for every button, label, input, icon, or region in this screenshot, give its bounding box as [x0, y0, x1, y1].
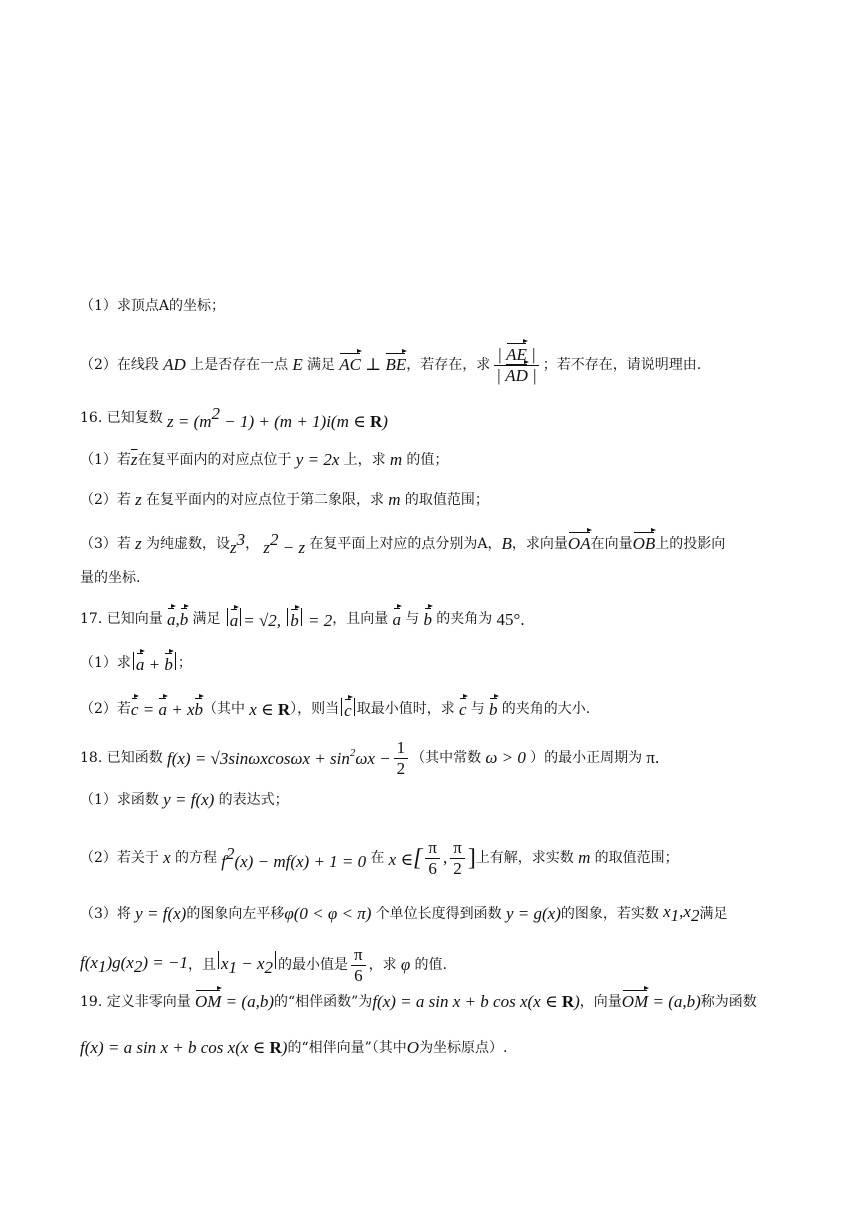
q17-part2: （2）若 c = a + xb （其中 x ∈ R ），则当 c 取最小值时，求 c 与 b 的夹角的大小.: [80, 699, 591, 720]
q16-part2: （2）若 z 在复平面内的对应点位于第二象限，求 m 的取值范围；: [80, 490, 489, 509]
q18-part3: （3）将 y = f(x) 的图象向左平移 φ(0 < φ < π) 个单位长度得到函数 y = g(x) 的图象，若实数 $x_1,x_2$ 满足: [80, 902, 728, 925]
q15-part2: （2）在线段 AD 上是否存在一点 E 满足 AC ⊥ BE ，若存在，求 $\frac{| AE |}{| AD |}$ ；若不存在，请说明理由.: [80, 345, 702, 385]
q16-part3: （3）若 z 为纯虚数，设 $z^3$ ， $z^2 - z$ 在复平面上对应的点分别为A， B ，求向量 OA 在向量 OB 上的投影向: [80, 530, 726, 557]
q16-stem: 16. 已知复数 $z = (m^2 - 1) + (m + 1)i(m$ ∈ R): [80, 404, 388, 431]
q18-part3-cont: $f(x_1)g(x_2) = -1$ ，且 $x_1 - x_2$ 的最小值是 $\frac{\pi}{6}$ ，求 φ 的值.: [80, 945, 447, 985]
q19-line2: f(x) = a sin x + b cos x(x ∈ R) 的“相伴向量”（其中 O 为坐标原点）.: [80, 1038, 508, 1057]
q16-part1: （1）若 $\overline{z}$ 在复平面内的对应点位于 y = 2x 上，求 m 的值；: [80, 450, 449, 469]
ratio-fraction: $\frac{| AE |}{| AD |}$: [493, 345, 540, 385]
q17-part1: （1）求 a + b ；: [80, 652, 790, 675]
q19-stem: 19. 定义非零向量 OM = (a,b) 的“相伴函数”为 f(x) = a sin x + b cos x(x ∈ R) ，向量 OM = (a,b) 称为函数: [80, 992, 757, 1011]
q17-stem: 17. 已知向量 a,b 满足 a = √2, b = 2 ，且向量 a 与 b 的夹角为 45°.: [80, 609, 525, 630]
q18-part1: （1）求函数 y = f(x) 的表达式；: [80, 790, 289, 809]
q18-part2: （2）若关于 x 的方程 $f^2(x) - mf(x) + 1 = 0$ 在 x ∈[ $\frac{\pi}{6}$ , $\frac{\pi}{2}$ ] 上有解，求实数 m 的取值范围；: [80, 838, 679, 878]
q15-part1: （1）求顶点A的坐标；: [80, 298, 226, 314]
q16-part3-cont: 量的坐标.: [80, 570, 141, 586]
q18-stem: 18. 已知函数 $f(x) = √3\sin\omega xcos\omega x + \sin^2\omega x$ − $\frac{1}{2}$ （其中常数 ω > 0 ）的最小正周期为 π.: [80, 738, 660, 778]
